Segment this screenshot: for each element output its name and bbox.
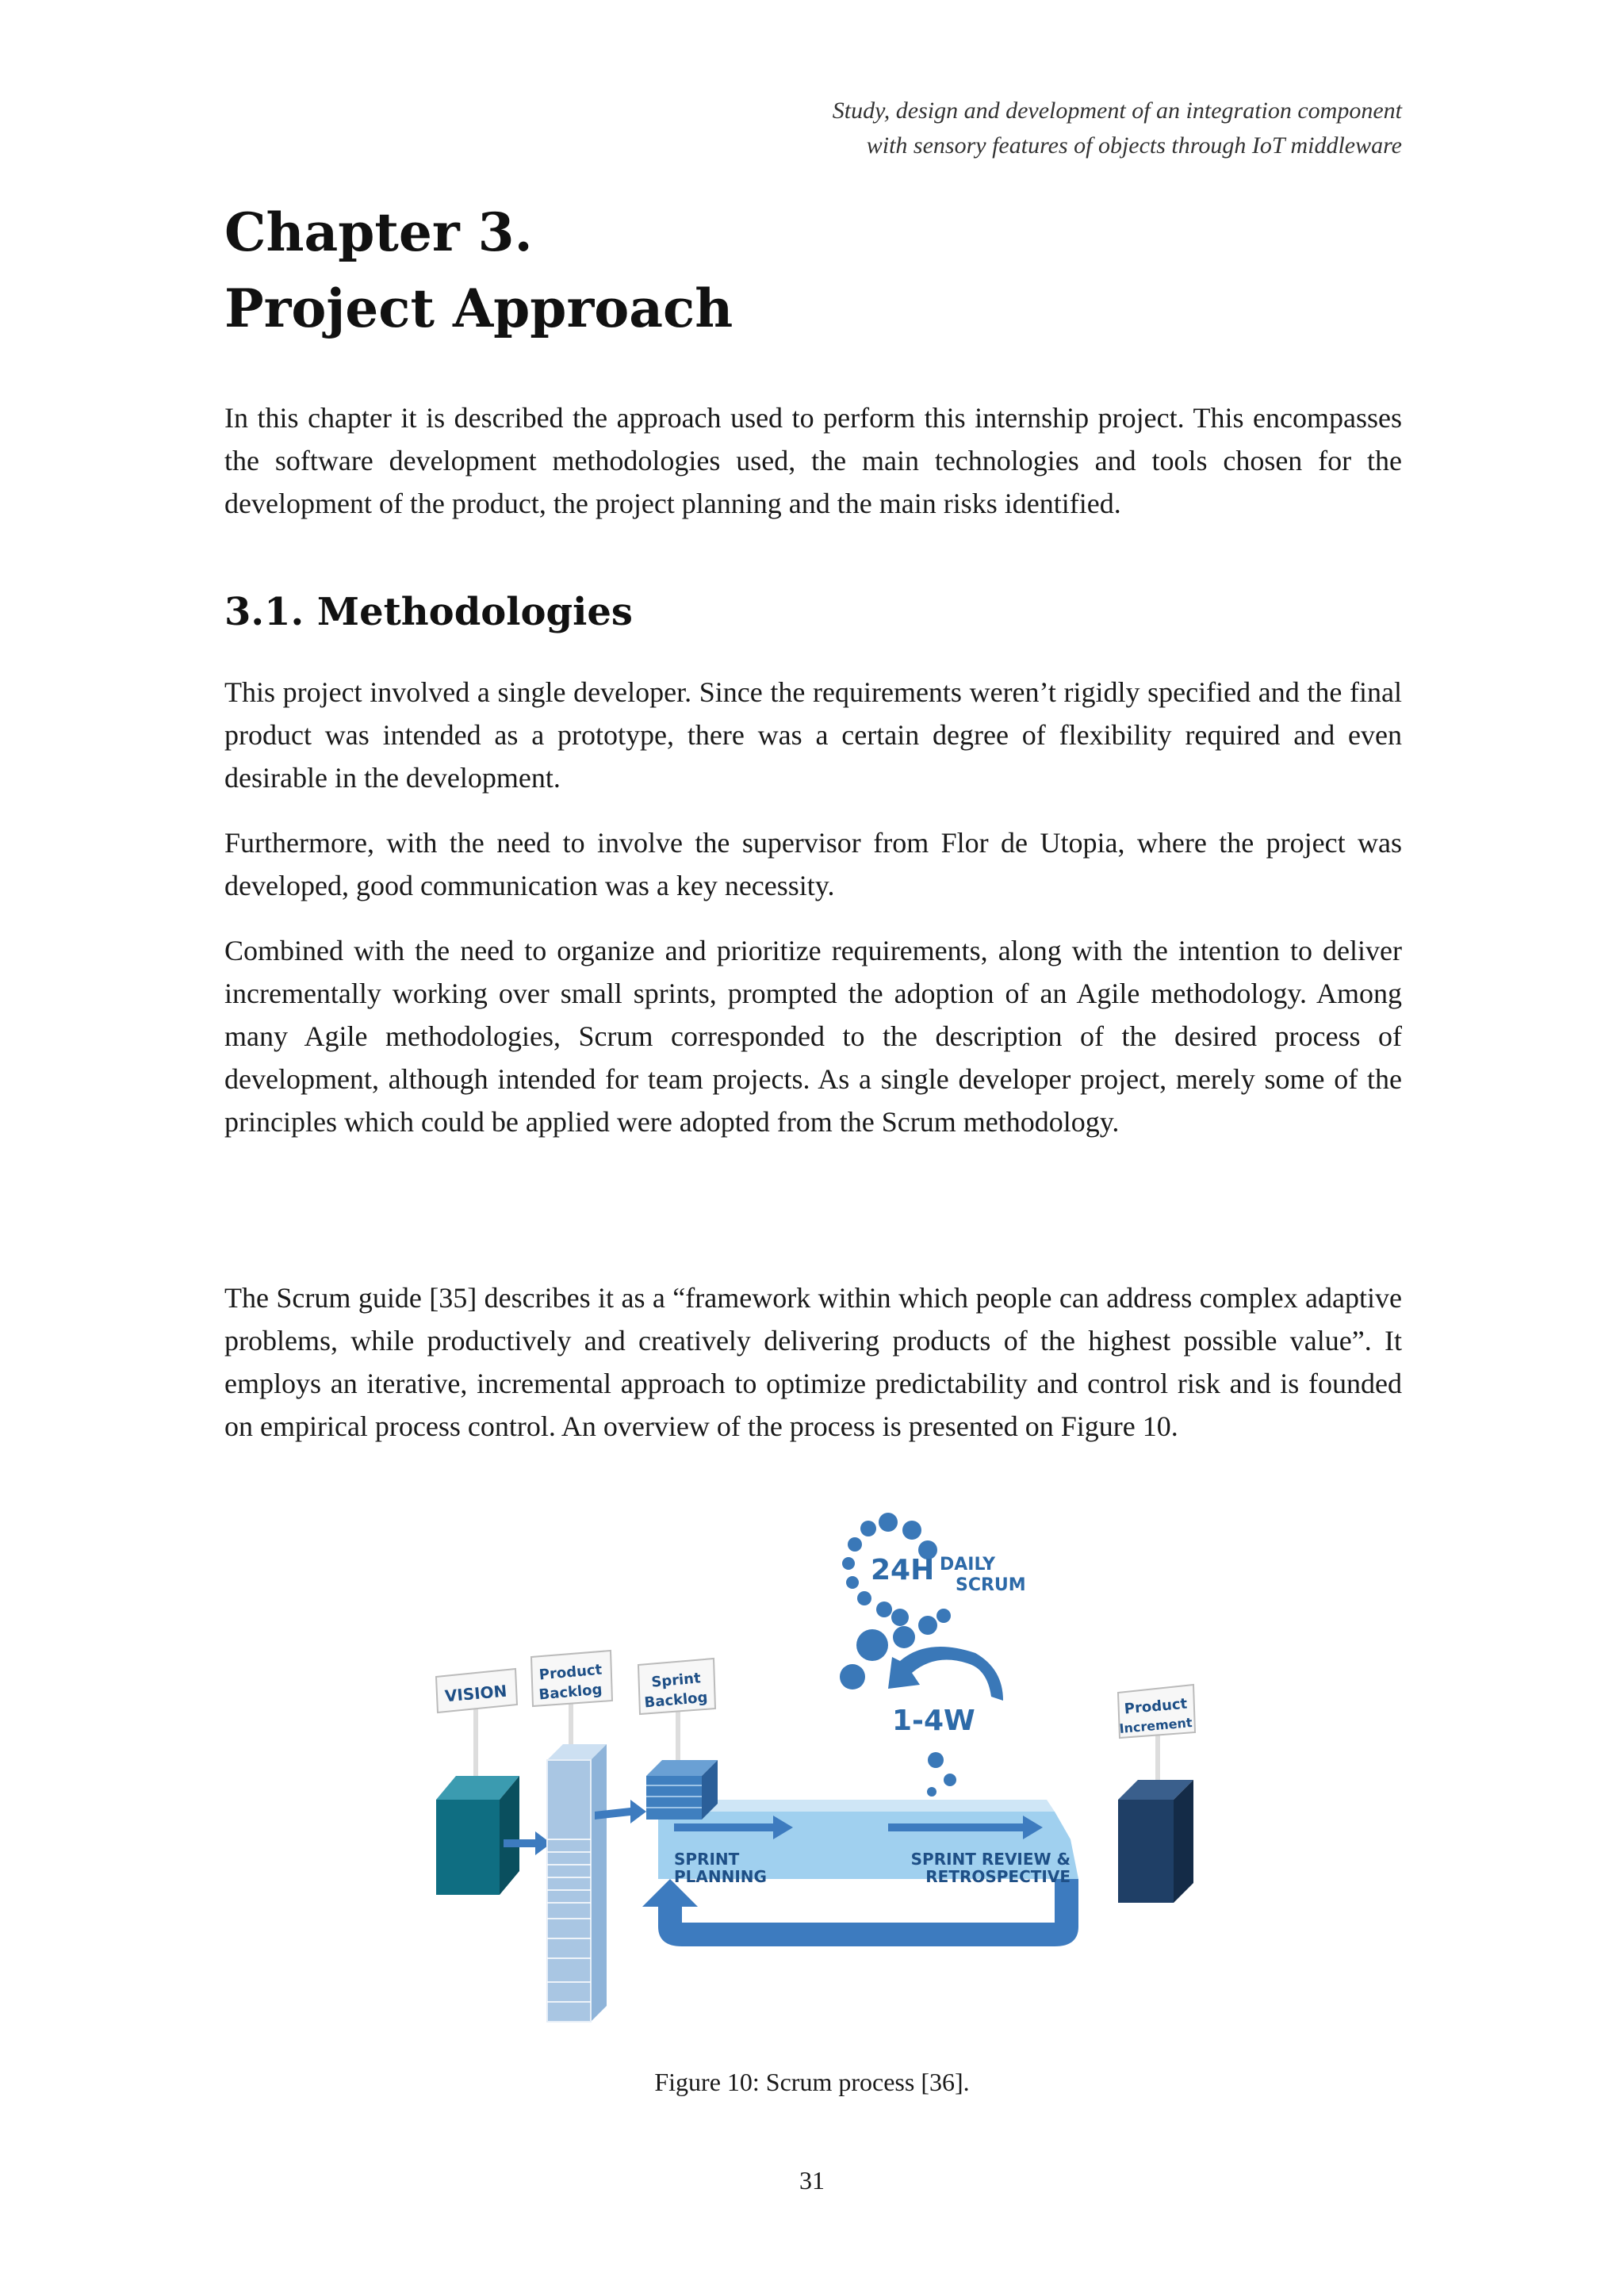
label-product-backlog-1: Product xyxy=(538,1661,603,1684)
figure-caption: Figure 10: Scrum process [36]. xyxy=(654,2068,970,2096)
chapter-title: Project Approach xyxy=(224,277,733,339)
page-number: 31 xyxy=(799,2166,825,2195)
sprint-cycle-arrow xyxy=(888,1647,1003,1701)
label-sprint-planning-1: SPRINT xyxy=(674,1850,740,1869)
section-title: 3.1. Methodologies xyxy=(224,590,633,634)
chapter-number: Chapter 3. xyxy=(224,201,533,263)
label-vision: VISION xyxy=(443,1681,508,1706)
label-sprint-review-2: RETROSPECTIVE xyxy=(925,1867,1071,1886)
label-sprint-review-1: SPRINT REVIEW & xyxy=(910,1850,1071,1869)
label-product-backlog-2: Backlog xyxy=(538,1681,603,1704)
running-header-line-2: with sensory features of objects through IoT middleware xyxy=(866,132,1402,159)
intro-paragraph: In this chapter it is described the approach used to perform this internship project. This encompasses the software development methodologies used, the main technologies and tools chosen for the development of the product, the project planning and the main risks identified. xyxy=(224,402,1402,519)
running-header xyxy=(833,94,1402,163)
label-product-increment-2: Increment xyxy=(1118,1715,1193,1736)
label-daily-2: SCRUM xyxy=(956,1575,1026,1595)
paragraph-4: The Scrum guide [35] describes it as a “framework within which people can address complex adaptive problems, while productively and creatively delivering products of the highest possible value”. It employs an iterative, incremental approach to optimize predictability and control risk and is founded on empirical process control. An overview of the process is presented on Figure 10. xyxy=(224,1282,1402,1442)
paragraph-2: Furthermore, with the need to involve the supervisor from Flor de Utopia, where the project was developed, good communication was a key necessity. xyxy=(224,827,1402,901)
label-sprint-backlog-2: Backlog xyxy=(643,1689,709,1712)
product-increment-block xyxy=(1118,1800,1174,1903)
label-sprint-planning-2: PLANNING xyxy=(674,1867,767,1886)
label-daily-1: DAILY xyxy=(940,1555,995,1575)
return-arrow xyxy=(642,1879,1078,1946)
label-product-increment-1: Product xyxy=(1124,1695,1188,1718)
paragraph-1: This project involved a single developer. Since the requirements weren’t rigidly specified and the final product was intended as a prototype, there was a certain degree of flexibility required and even desirable in the development. xyxy=(224,676,1402,794)
vision-block-front xyxy=(436,1800,500,1895)
label-weeks: 1-4W xyxy=(892,1705,975,1737)
scrum-process-figure xyxy=(420,1506,1205,2061)
label-24h: 24H xyxy=(871,1554,935,1586)
sprint-backlog-block xyxy=(646,1776,702,1820)
running-header-line-1: Study, design and development of an integration component xyxy=(832,98,1402,124)
label-sprint-backlog-1: Sprint xyxy=(650,1670,702,1691)
paragraph-3: Combined with the need to organize and prioritize requirements, along with the intention to deliver incrementally working over small sprints, prompted the adoption of an Agile methodology. Among many Agile methodologies, Scrum corresponded to the description of the desired process of development, although intended for team projects. As a single developer project, merely some of the principles which could be applied were adopted from the Scrum methodology. xyxy=(224,935,1402,1138)
chapter-heading xyxy=(224,194,733,346)
